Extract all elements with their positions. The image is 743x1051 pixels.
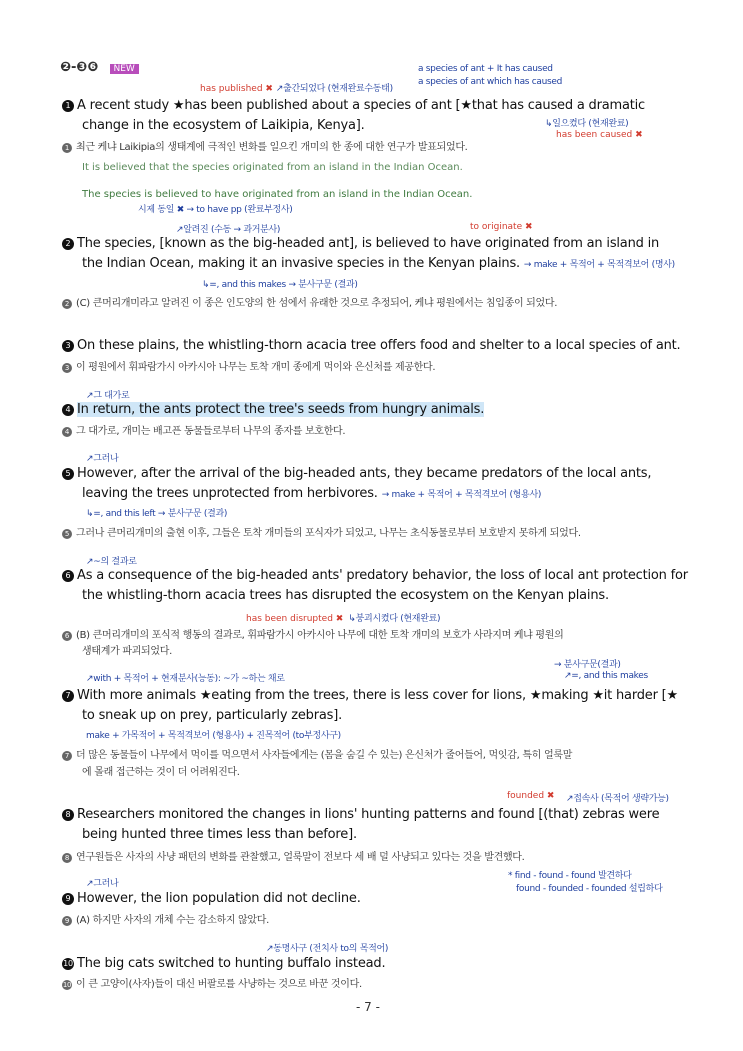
s7-sub-note: make + 가목적어 + 목적격보어 (형용사) + 진목적어 (to부정사구): [86, 731, 341, 741]
s2-ko-text: (C) 큰머리개미라고 알려진 이 종은 인도양의 한 섬에서 유래한 것으로 추정되어, 케냐 평원에서는 침입종이 되었다.: [76, 298, 558, 309]
ko-number: 2: [62, 299, 72, 309]
s10-top-note: ↗동명사구 (전치사 to의 목적어): [266, 944, 389, 954]
s7-translation-2: 에 몰래 접근하는 것이 더 어려워진다.: [82, 767, 240, 778]
s7-ko1-text: 더 많은 동물들이 나무에서 먹이를 먹으면서 사자들에게는 (몸을 숨길 수 있는) 은신처가 줄어들어, 먹잇감, 특히 얼룩말: [76, 750, 573, 761]
s5-l2-note: → make + 목적어 + 목적격보어 (형용사): [381, 490, 542, 500]
sentence-6-line-1: [62, 568, 688, 583]
sentence-4-line-1: [62, 402, 484, 417]
ko-number: 1: [62, 143, 72, 153]
s3-translation: [62, 358, 435, 373]
s2-red-top: to originate ✖: [470, 222, 533, 232]
sentence-2-line-2: [82, 256, 675, 271]
s5-l1-text: However, after the arrival of the big-headed ants, they became predators of the local ants,: [77, 466, 652, 481]
sentence-number: 1: [62, 100, 74, 112]
s1-note-right: ↳일으켰다 (현재완료): [545, 119, 629, 129]
s10-translation: [62, 975, 362, 990]
sentence-1-line-1: [62, 98, 645, 113]
s1-translation: [62, 138, 468, 153]
sentence-6-line-2: the whistling-thorn acacia trees has disrupted the ecosystem on the Kenyan plains.: [82, 588, 609, 603]
ko-number: 10: [62, 981, 72, 989]
s4-translation: [62, 422, 345, 437]
s6-ko1-text: (B) 큰머리개미의 포식적 행동의 결과로, 휘파람가시 아카시아 나무에 대한 토착 개미의 보호가 사라지며 케냐 평원의: [76, 630, 564, 641]
ko-number: 6: [62, 631, 72, 641]
s6-top-note: ↗~의 결과로: [86, 557, 137, 567]
s8-l1-text: Researchers monitored the changes in lions' hunting patterns and found [(that) zebras were: [77, 807, 660, 822]
ko-number: 5: [62, 529, 72, 539]
sentence-number: 9: [62, 893, 74, 905]
published-red: has published: [200, 84, 263, 94]
s8-ko-text: 연구원들은 사자의 사냥 패턴의 변화를 관찰했고, 얼룩말이 전보다 세 배 덜 사냥되고 있다는 것을 발견했다.: [76, 852, 525, 863]
s9-ko-text: (A) 하지만 사자의 개체 수는 감소하지 않았다.: [76, 915, 270, 926]
sentence-number: 5: [62, 468, 74, 480]
ko-number: 7: [62, 751, 72, 761]
s3-ko-text: 이 평원에서 휘파람가시 아카시아 나무는 토착 개미 종에게 먹이와 은신처를 제공한다.: [76, 362, 436, 373]
sentence-7-line-1: [62, 688, 678, 703]
s5-translation: [62, 524, 581, 539]
s2-l2-note: → make + 목적어 + 목적격보어 (명사): [523, 260, 675, 270]
s1-l1-text: A recent study ★has been published about a species of ant [★that has caused a dramatic: [77, 98, 645, 113]
page-number: - 7 -: [356, 1000, 380, 1014]
ko-number: 3: [62, 363, 72, 373]
s1-red-right: has been caused ✖: [556, 130, 643, 140]
s6-translation-2: 생태계가 파괴되었다.: [82, 646, 172, 657]
x-mark: ✖: [265, 84, 273, 94]
s2-sub-note: ↳=, and this makes → 분사구문 (결과): [202, 280, 358, 290]
top-note-2: a species of ant which has caused: [418, 77, 563, 87]
sentence-number: 6: [62, 570, 74, 582]
s7-translation-1: [62, 746, 572, 761]
example-note: 시제 동일 ✖ → to have pp (완료부정사): [138, 205, 293, 215]
s8-translation: [62, 848, 525, 863]
sentence-1-line-2: change in the ecosystem of Laikipia, Kenya].: [82, 118, 365, 133]
s9-top-note: ↗그러나: [86, 879, 119, 889]
s1-ko-text: 최근 케냐 Laikipia의 생태계에 극적인 변화를 일으킨 개미의 한 종에 대한 연구가 발표되었다.: [76, 142, 468, 153]
s6-translation-1: [62, 626, 564, 641]
s7-note-right-1: → 분사구문(결과): [554, 660, 621, 670]
s4-l1-text: In return, the ants protect the tree's seeds from hungry animals.: [77, 402, 485, 417]
section-header: [60, 56, 139, 75]
s7-note-right-2: ↗=, and this makes: [564, 671, 648, 681]
s5-l2-text: leaving the trees unprotected from herbivores.: [82, 486, 378, 501]
s10-ko-text: 이 큰 고양이(사자)들이 대신 버팔로를 사냥하는 것으로 바꾼 것이다.: [76, 979, 362, 990]
s8-red-top: founded ✖: [507, 791, 555, 801]
s8-top-note: ↗접속사 (목적어 생략가능): [566, 794, 669, 804]
s10-l1-text: The big cats switched to hunting buffalo instead.: [77, 956, 386, 971]
sentence-5-line-2: [82, 486, 541, 501]
new-tag: NEW: [110, 64, 139, 74]
s6-sub-note: ↳붕괴시켰다 (현재완료): [348, 614, 441, 624]
sentence-8-line-1: [62, 807, 659, 822]
sentence-3-line-1: [62, 338, 680, 353]
sentence-number: 3: [62, 340, 74, 352]
sentence-number: 4: [62, 404, 74, 416]
top-note-1: a species of ant + It has caused: [418, 64, 553, 74]
s9-right-note-2: found - founded - founded 설립하다: [516, 884, 663, 894]
sentence-7-line-2: to sneak up on prey, particularly zebras].: [82, 708, 343, 723]
sentence-2-line-1: [62, 236, 659, 251]
s6-sub-red: has been disrupted ✖: [246, 614, 344, 624]
sentence-number: 8: [62, 809, 74, 821]
sentence-number: 2: [62, 238, 74, 250]
s7-l1-text: With more animals ★eating from the trees, there is less cover for lions, ★making ★it harder [★: [77, 688, 678, 703]
example-line-2: The species is believed to have originated from an island in the Indian Ocean.: [82, 189, 473, 200]
s6-sub-notes: [246, 606, 440, 625]
s2-l2-text: the Indian Ocean, making it an invasive species in the Kenyan plains.: [82, 256, 520, 271]
ko-number: 8: [62, 853, 72, 863]
published-arrow-note: ↗출간되었다 (현재완료수동태): [275, 84, 393, 94]
s7-top-note: ↗with + 목적어 + 현재분사(능동): ~가 ~하는 채로: [86, 674, 285, 684]
s3-l1-text: On these plains, the whistling-thorn acacia tree offers food and shelter to a local species of ant.: [77, 338, 681, 353]
s6-l1-text: As a consequence of the big-headed ants' predatory behavior, the loss of local ant protection for: [77, 568, 688, 583]
s5-top-note: ↗그러나: [86, 454, 119, 464]
ko-number: 4: [62, 427, 72, 437]
sentence-9-line-1: [62, 891, 361, 906]
published-note: [200, 81, 393, 94]
s2-l1-text: The species, [known as the big-headed ant], is believed to have originated from an island in: [77, 236, 660, 251]
s9-right-note-1: * find - found - found 발견하다: [508, 871, 632, 881]
s5-sub-note: ↳=, and this left → 분사구문 (결과): [86, 509, 228, 519]
section-number: ❷-❸❻: [60, 60, 99, 75]
s9-translation: [62, 911, 269, 926]
s4-top-note: ↗그 대가로: [86, 391, 130, 401]
s9-l1-text: However, the lion population did not decline.: [77, 891, 361, 906]
s2-translation: [62, 294, 557, 309]
s5-ko-text: 그러나 큰머리개미의 출현 이후, 그들은 토착 개미들의 포식자가 되었고, 나무는 초식동물로부터 보호받지 못하게 되었다.: [76, 528, 581, 539]
sentence-number: 10: [63, 959, 73, 968]
sentence-8-line-2: being hunted three times less than before].: [82, 827, 357, 842]
sentence-number: 7: [62, 690, 74, 702]
s2-top-note: ↗알려진 (수동 → 과거분사): [176, 225, 281, 235]
sentence-5-line-1: [62, 466, 651, 481]
example-line-1: It is believed that the species originated from an island in the Indian Ocean.: [82, 162, 463, 173]
ko-number: 9: [62, 916, 72, 926]
s4-ko-text: 그 대가로, 개미는 배고픈 동물들로부터 나무의 종자를 보호한다.: [76, 426, 346, 437]
sentence-10-line-1: [62, 956, 385, 971]
